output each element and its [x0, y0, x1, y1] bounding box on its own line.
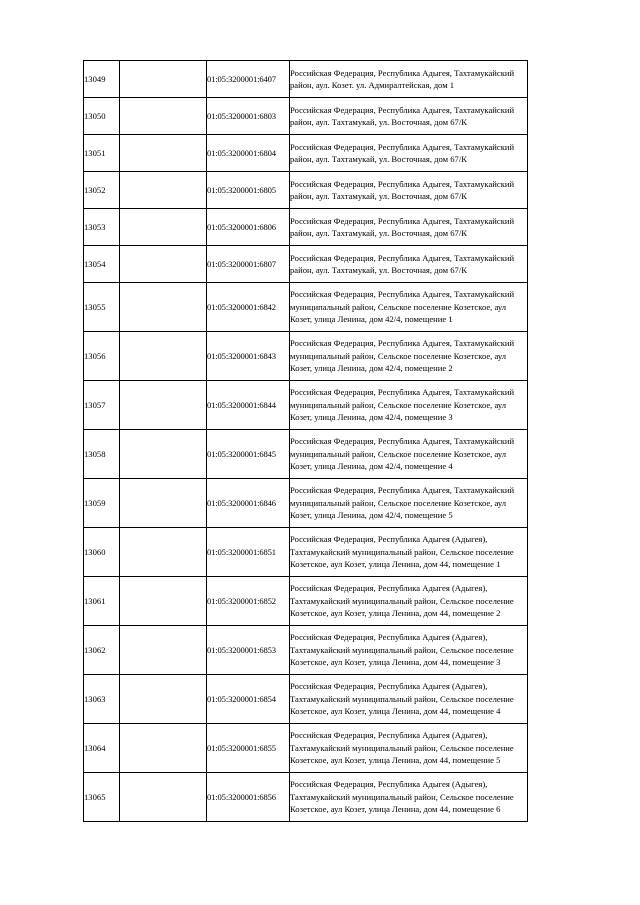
- table-row: [84, 430, 528, 479]
- cadastral-number-cell: 01:05:3200001:6845: [207, 430, 290, 479]
- address-cell: Российская Федерация, Республика Адыгея, Тахтамукайский муниципальный район, Сельское поселение Козетское, аул Козет, улица Ленина, дом 42/4, помещение 4: [290, 430, 528, 479]
- address-cell: Российская Федерация, Республика Адыгея, Тахтамукайский муниципальный район, Сельское поселение Козетское, аул Козет, улица Ленина, дом 42/4, помещение 1: [290, 283, 528, 332]
- row-number-cell: 13050: [84, 98, 120, 135]
- row-number-cell: 13057: [84, 381, 120, 430]
- row-number-cell: 13059: [84, 479, 120, 528]
- address-cell: Российская Федерация, Республика Адыгея, Тахтамукайский район, аул. Тахтамукай, ул. Восточная, дом 67/К: [290, 246, 528, 283]
- cadastral-number-cell: 01:05:3200001:6851: [207, 528, 290, 577]
- table-row: [84, 773, 528, 822]
- empty-cell: [120, 283, 207, 332]
- row-number-cell: 13056: [84, 332, 120, 381]
- empty-cell: [120, 172, 207, 209]
- table-row: [84, 283, 528, 332]
- empty-cell: [120, 430, 207, 479]
- empty-cell: [120, 135, 207, 172]
- cadastral-number-cell: 01:05:3200001:6804: [207, 135, 290, 172]
- address-cell: Российская Федерация, Республика Адыгея (Адыгея), Тахтамукайский муниципальный район, Сельское поселение Козетское, аул Козет, улица Ленина, дом 44, помещение 3: [290, 626, 528, 675]
- cadastral-number-cell: 01:05:3200001:6853: [207, 626, 290, 675]
- address-cell: Российская Федерация, Республика Адыгея (Адыгея), Тахтамукайский муниципальный район, Сельское поселение Козетское, аул Козет, улица Ленина, дом 44, помещение 1: [290, 528, 528, 577]
- table-row: [84, 577, 528, 626]
- empty-cell: [120, 675, 207, 724]
- table-row: [84, 98, 528, 135]
- empty-cell: [120, 61, 207, 98]
- row-number-cell: 13061: [84, 577, 120, 626]
- address-cell: Российская Федерация, Республика Адыгея, Тахтамукайский район, аул. Тахтамукай, ул. Восточная, дом 67/К: [290, 209, 528, 246]
- cadastral-number-cell: 01:05:3200001:6806: [207, 209, 290, 246]
- address-cell: Российская Федерация, Республика Адыгея (Адыгея), Тахтамукайский муниципальный район, Сельское поселение Козетское, аул Козет, улица Ленина, дом 44, помещение 6: [290, 773, 528, 822]
- empty-cell: [120, 479, 207, 528]
- cadastral-number-cell: 01:05:3200001:6854: [207, 675, 290, 724]
- table-row: [84, 135, 528, 172]
- table-row: [84, 209, 528, 246]
- row-number-cell: 13060: [84, 528, 120, 577]
- address-cell: Российская Федерация, Республика Адыгея, Тахтамукайский муниципальный район, Сельское поселение Козетское, аул Козет, улица Ленина, дом 42/4, помещение 5: [290, 479, 528, 528]
- empty-cell: [120, 528, 207, 577]
- cadastral-number-cell: 01:05:3200001:6843: [207, 332, 290, 381]
- cadastral-number-cell: 01:05:3200001:6856: [207, 773, 290, 822]
- table-row: [84, 381, 528, 430]
- row-number-cell: 13052: [84, 172, 120, 209]
- cadastral-number-cell: 01:05:3200001:6803: [207, 98, 290, 135]
- cadastral-number-cell: 01:05:3200001:6844: [207, 381, 290, 430]
- empty-cell: [120, 246, 207, 283]
- table-row: [84, 626, 528, 675]
- address-cell: Российская Федерация, Республика Адыгея, Тахтамукайский район, аул. Козет. ул. Адмиралтейская, дом 1: [290, 61, 528, 98]
- table-row: [84, 172, 528, 209]
- property-registry-table: [83, 60, 528, 822]
- address-cell: Российская Федерация, Республика Адыгея (Адыгея), Тахтамукайский муниципальный район, Сельское поселение Козетское, аул Козет, улица Ленина, дом 44, помещение 5: [290, 724, 528, 773]
- row-number-cell: 13062: [84, 626, 120, 675]
- address-cell: Российская Федерация, Республика Адыгея, Тахтамукайский район, аул. Тахтамукай, ул. Восточная, дом 67/К: [290, 98, 528, 135]
- empty-cell: [120, 332, 207, 381]
- row-number-cell: 13053: [84, 209, 120, 246]
- table-row: [84, 528, 528, 577]
- row-number-cell: 13064: [84, 724, 120, 773]
- row-number-cell: 13055: [84, 283, 120, 332]
- empty-cell: [120, 626, 207, 675]
- cadastral-number-cell: 01:05:3200001:6852: [207, 577, 290, 626]
- table-row: [84, 332, 528, 381]
- empty-cell: [120, 98, 207, 135]
- empty-cell: [120, 209, 207, 246]
- table-row: [84, 61, 528, 98]
- row-number-cell: 13065: [84, 773, 120, 822]
- address-cell: Российская Федерация, Республика Адыгея, Тахтамукайский муниципальный район, Сельское поселение Козетское, аул Козет, улица Ленина, дом 42/4, помещение 3: [290, 381, 528, 430]
- address-cell: Российская Федерация, Республика Адыгея, Тахтамукайский район, аул. Тахтамукай, ул. Восточная, дом 67/К: [290, 172, 528, 209]
- empty-cell: [120, 577, 207, 626]
- cadastral-number-cell: 01:05:3200001:6846: [207, 479, 290, 528]
- cadastral-number-cell: 01:05:3200001:6407: [207, 61, 290, 98]
- cadastral-number-cell: 01:05:3200001:6855: [207, 724, 290, 773]
- row-number-cell: 13054: [84, 246, 120, 283]
- address-cell: Российская Федерация, Республика Адыгея (Адыгея), Тахтамукайский муниципальный район, Сельское поселение Козетское, аул Козет, улица Ленина, дом 44, помещение 4: [290, 675, 528, 724]
- cadastral-number-cell: 01:05:3200001:6805: [207, 172, 290, 209]
- empty-cell: [120, 773, 207, 822]
- address-cell: Российская Федерация, Республика Адыгея (Адыгея), Тахтамукайский муниципальный район, Сельское поселение Козетское, аул Козет, улица Ленина, дом 44, помещение 2: [290, 577, 528, 626]
- cadastral-number-cell: 01:05:3200001:6807: [207, 246, 290, 283]
- table-row: [84, 675, 528, 724]
- address-cell: Российская Федерация, Республика Адыгея, Тахтамукайский муниципальный район, Сельское поселение Козетское, аул Козет, улица Ленина, дом 42/4, помещение 2: [290, 332, 528, 381]
- table-row: [84, 724, 528, 773]
- empty-cell: [120, 381, 207, 430]
- table-row: [84, 479, 528, 528]
- row-number-cell: 13063: [84, 675, 120, 724]
- table-row: [84, 246, 528, 283]
- address-cell: Российская Федерация, Республика Адыгея, Тахтамукайский район, аул. Тахтамукай, ул. Восточная, дом 67/К: [290, 135, 528, 172]
- row-number-cell: 13051: [84, 135, 120, 172]
- row-number-cell: 13058: [84, 430, 120, 479]
- row-number-cell: 13049: [84, 61, 120, 98]
- empty-cell: [120, 724, 207, 773]
- cadastral-number-cell: 01:05:3200001:6842: [207, 283, 290, 332]
